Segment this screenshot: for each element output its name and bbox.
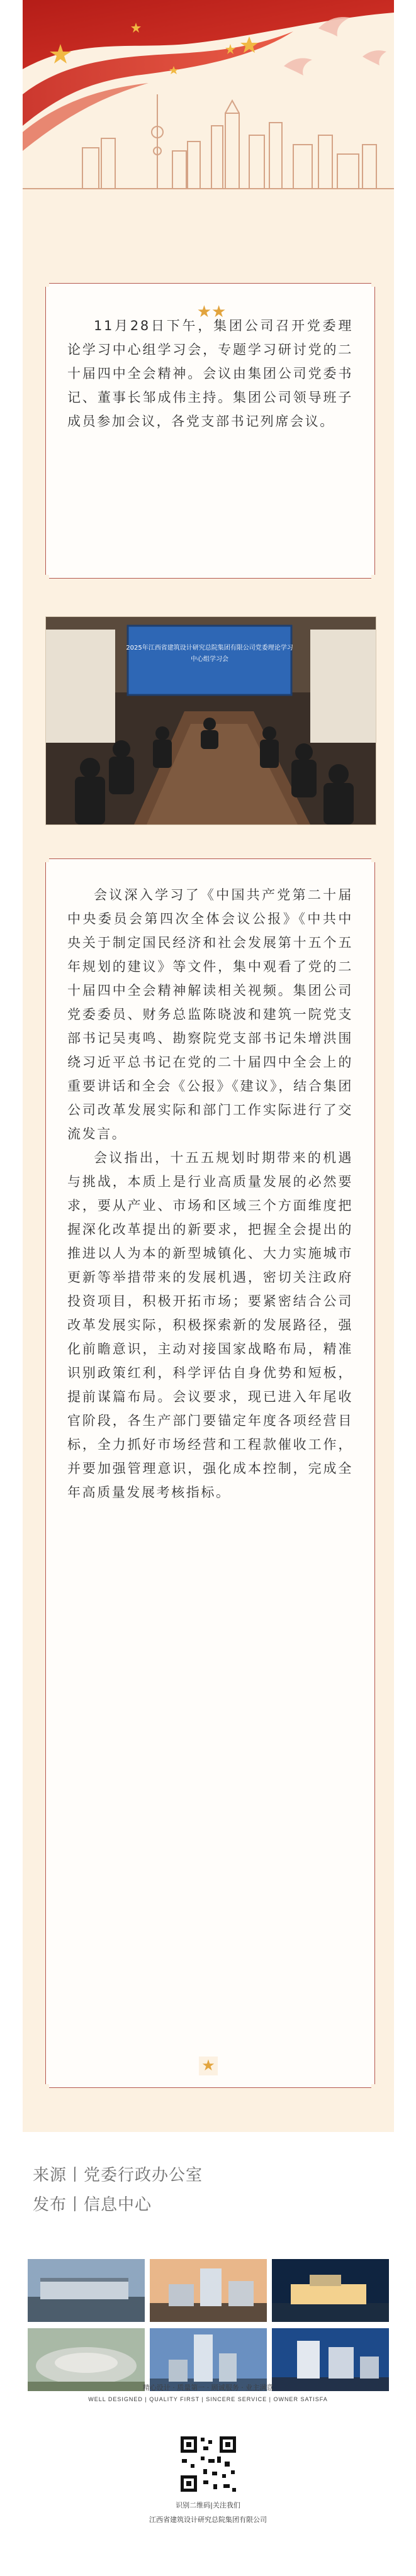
body-paragraph: 会议指出，十五五规划时期带来的机遇与挑战，本质上是行业高质量发展的必然要求，要从产业、市场和区域三个方面维度把握深化改革提出的新要求，把握全会提出的推进以人为本的新型城镇化、大力实施城市更新等举措带来的发展机遇，密切关注政府投资项目，积极开拓市场；要紧密结合公司改革发展实际，积极探索新的发展路径，强化前瞻意识，主动对接国家战略布局，精准识别政策红利，科学评估自身优势和短板，提前谋篇布局。会议要求，现已进入年尾收官阶段，各生产部门要锚定年度各项经营目标，全力抓好市场经营和工程款催收工作，并要加强管理意识，强化成本控制，完成全年高质量发展考核指标。 bbox=[67, 1150, 353, 1500]
building-photo bbox=[28, 2328, 145, 2391]
source-credit: 来源丨党委行政办公室 bbox=[33, 2166, 203, 2185]
banner-illustration bbox=[23, 0, 394, 208]
intro-paragraph: 11月28日下午，集团公司召开党委理论学习中心组学习会，专题学习研讨党的二十届四中全会精神。会议由集团公司党委书记、董事长邹成伟主持。集团公司领导班子成员参加会议，各党支部书记列席会议。 bbox=[67, 318, 353, 429]
star-icon: ★★ bbox=[196, 302, 227, 321]
building-photo bbox=[28, 2259, 145, 2322]
building-photo bbox=[272, 2328, 389, 2391]
dove-icon bbox=[284, 17, 386, 75]
meeting-photo bbox=[45, 616, 376, 825]
body-box bbox=[45, 858, 375, 2088]
building-photo bbox=[272, 2259, 389, 2322]
screen-subtitle: 中心组学习会 bbox=[191, 656, 228, 663]
slogan-chinese: 精心设计 · 质量第一 · 顾诚服务 · 业主满意 bbox=[142, 2384, 274, 2392]
header-banner bbox=[23, 0, 394, 208]
article-panel bbox=[23, 0, 394, 2132]
company-name: 江西省建筑设计研究总院集团有限公司 bbox=[149, 2516, 267, 2524]
publisher-credit: 发布丨信息中心 bbox=[33, 2196, 152, 2214]
screen-title: 2025年江西省建筑设计研究总院集团有限公司党委理论学习 bbox=[126, 645, 293, 652]
qr-code-icon[interactable] bbox=[178, 2434, 239, 2494]
building-photo bbox=[150, 2328, 267, 2391]
building-photo bbox=[150, 2259, 267, 2322]
star-icon: ★ bbox=[199, 2057, 218, 2075]
intro-box bbox=[45, 283, 375, 579]
slogan-english: WELL DESIGNED | QUALITY FIRST | SINCERE SERVICE | OWNER SATISFA bbox=[88, 2396, 328, 2402]
qr-caption: 识别二维码|关注我们 bbox=[176, 2501, 240, 2509]
body-paragraph: 会议深入学习了《中国共产党第二十届中央委员会第四次全体会议公报》《中共中央关于制定国民经济和社会发展第十五个五年规划的建议》等文件，集中观看了党的二十届四中全会精神解读相关视频。集团公司党委委员、财务总监陈晓波和建筑一院党支部书记吴夷鸣、勘察院党支部书记朱增洪围绕习近平总书记在党的二十届四中全会上的重要讲话和全会《公报》《建议》，结合集团公司改革发展实际和部门工作实际进行了交流发言。 bbox=[67, 887, 353, 1141]
